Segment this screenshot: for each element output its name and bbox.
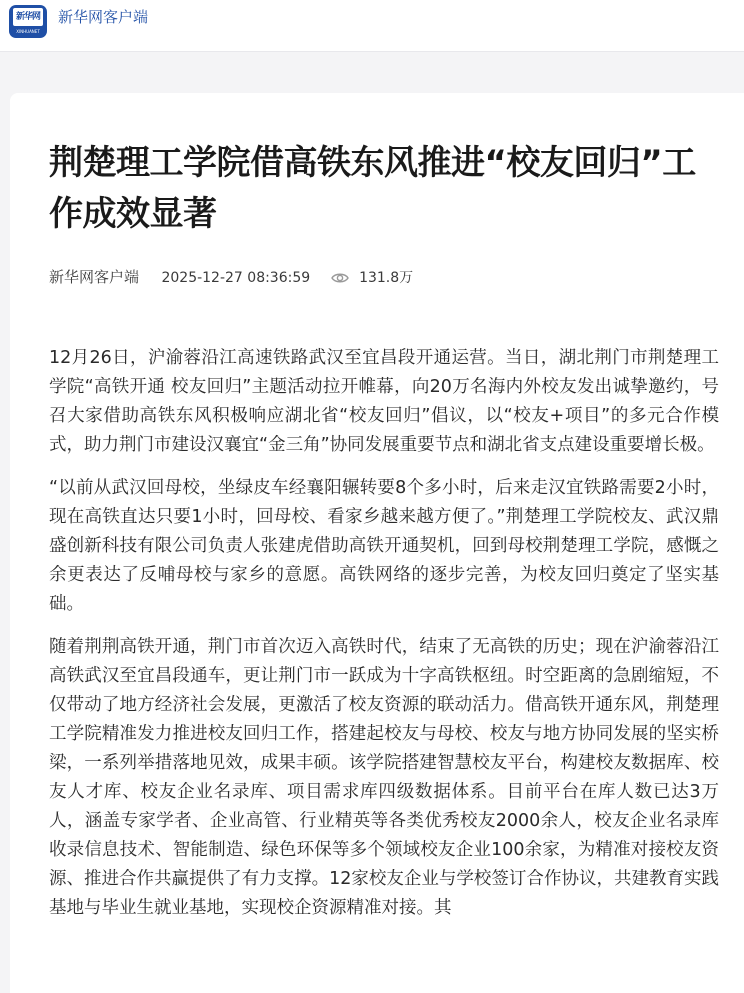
eye-icon [331, 270, 349, 292]
article-body [49, 344, 719, 937]
logo-mark: 新华网 [13, 8, 43, 26]
article-paragraph: 12月26日，沪渝蓉沿江高速铁路武汉至宜昌段开通运营。当日，湖北荆门市荆楚理工学院“高铁开通 校友回归”主题活动拉开帷幕，向20万名海内外校友发出诚挚邀约，号召大家借助高铁东风积极响应湖北省“校友回归”倡议，以“校友+项目”的多元合作模式，助力荆门市建设汉襄宜“金三角”协同发展重要节点和湖北省支点建设重要增长极。 [49, 348, 719, 455]
article-paragraph: 随着荆荆高铁开通，荆门市首次迈入高铁时代，结束了无高铁的历史；现在沪渝蓉沿江高铁武汉至宜昌段通车，更让荆门市一跃成为十字高铁枢纽。时空距离的急剧缩短，不仅带动了地方经济社会发展，更激活了校友资源的联动活力。借高铁开通东风，荆楚理工学院精准发力推进校友回归工作，搭建起校友与母校、校友与地方协同发展的坚实桥梁，一系列举措落地见效，成果丰硕。该学院搭建智慧校友平台，构建校友数据库、校友人才库、校友企业名录库、项目需求库四级数据体系。目前平台在库人数已达3万人，涵盖专家学者、企业高管、行业精英等各类优秀校友2000余人，校友企业名录库收录信息技术、智能制造、绿色环保等多个领域校友企业100余家，为精准对接校友资源、推进合作共赢提供了有力支撑。12家校友企业与学校签订合作协议，共建教育实践基地与毕业生就业基地，实现校企资源精准对接。其 [49, 637, 719, 918]
article-datetime: 2025-12-27 08:36:59 [161, 270, 311, 286]
xinhua-logo[interactable] [9, 5, 47, 38]
article-paragraph: “以前从武汉回母校，坐绿皮车经襄阳辗转要8个多小时，后来走汉宜铁路需要2小时，现在高铁直达只要1小时，回母校、看家乡越来越方便了。”荆楚理工学院校友、武汉鼎盛创新科技有限公司负责人张建虎借助高铁开通契机，回到母校荆楚理工学院，感慨之余更表达了反哺母校与家乡的意愿。高铁网络的逐步完善，为校友回归奠定了坚实基础。 [49, 478, 719, 614]
article-meta [49, 266, 413, 288]
article-title: 荆楚理工学院借高铁东风推进“校友回归”工作成效显著 [49, 143, 696, 234]
logo-subtext: XINHUANET [16, 29, 40, 34]
app-name-link[interactable]: 新华网客户端 [58, 8, 149, 26]
top-bar [0, 0, 744, 52]
article-source[interactable]: 新华网客户端 [49, 268, 140, 286]
view-count: 131.8万 [359, 270, 414, 286]
